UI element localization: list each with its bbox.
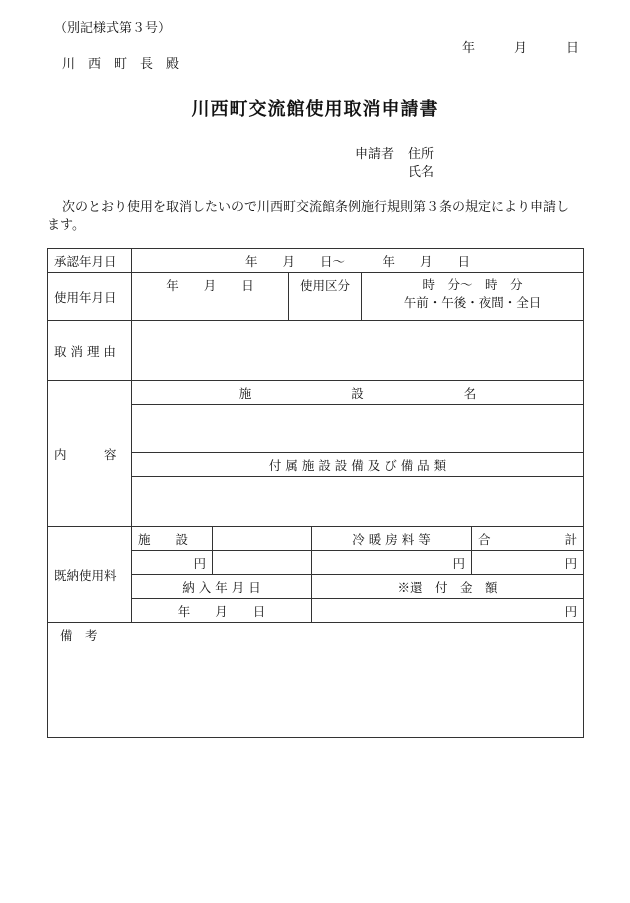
usage-category-label: 使用区分 (289, 273, 362, 321)
refund-amount-label: ※還 付 金 額 (312, 575, 584, 599)
cancel-reason-field[interactable] (132, 321, 584, 381)
fee-header-row (48, 527, 584, 551)
usage-time-cell[interactable] (362, 273, 584, 321)
heating-cooling-yen[interactable]: 円 (312, 551, 472, 575)
approval-date-label: 承認年月日 (48, 249, 132, 273)
total-label-left: 合 (478, 531, 491, 547)
remarks-row (48, 623, 584, 738)
facility-fee-label: 施 設 (132, 527, 213, 551)
form-number: （別記様式第３号） (54, 21, 172, 36)
usage-time: 時 分〜 時 分 (422, 277, 523, 292)
facility-fee-yen[interactable]: 円 (132, 551, 213, 575)
intro-text-line1: 次のとおり使用を取消したいので川西町交流館条例施行規則第３条の規定により申請し (62, 200, 570, 215)
page-title: 川西町交流館使用取消申請書 (191, 99, 439, 120)
approval-date-value[interactable]: 年 月 日〜 年 月 日 (132, 249, 584, 273)
remarks-label: 備 考 (60, 628, 98, 643)
equipment-header: 付 属 施 設 設 備 及 び 備 品 類 (132, 453, 584, 477)
total-label-cell (472, 527, 584, 551)
refund-amount-yen[interactable]: 円 (312, 599, 584, 623)
facility-name-header-row (48, 381, 584, 405)
content-label: 内 容 (48, 381, 132, 527)
facility-fee-blank[interactable] (213, 527, 312, 551)
address-label: 住所 (408, 147, 435, 162)
total-yen[interactable]: 円 (472, 551, 584, 575)
cancel-reason-row (48, 321, 584, 381)
usage-date-row (48, 273, 584, 321)
usage-date-value[interactable]: 年 月 日 (132, 273, 289, 321)
equipment-field[interactable] (132, 477, 584, 527)
total-label-right: 計 (564, 531, 578, 547)
usage-date-label: 使用年月日 (48, 273, 132, 321)
approval-date-row (48, 249, 584, 273)
applicant-label: 申請者 (355, 147, 395, 162)
usage-periods: 午前・午後・夜間・全日 (403, 295, 542, 310)
cancel-reason-label: 取 消 理 由 (48, 321, 132, 381)
date-line: 年 月 日 (462, 41, 580, 56)
addressee: 川 西 町 長 殿 (62, 57, 180, 72)
payment-date-value[interactable]: 年 月 日 (132, 599, 312, 623)
heating-cooling-label: 冷 暖 房 料 等 (312, 527, 472, 551)
facility-fee-extra[interactable] (213, 551, 312, 575)
name-label: 氏名 (408, 165, 435, 180)
facility-name-field[interactable] (132, 405, 584, 453)
paid-fee-label: 既納使用料 (48, 527, 132, 623)
cancellation-form-table (47, 248, 584, 738)
payment-date-label: 納 入 年 月 日 (132, 575, 312, 599)
remarks-field[interactable] (48, 623, 584, 738)
facility-name-header: 施 設 名 (132, 381, 584, 405)
intro-text-line2: ます。 (47, 218, 85, 233)
